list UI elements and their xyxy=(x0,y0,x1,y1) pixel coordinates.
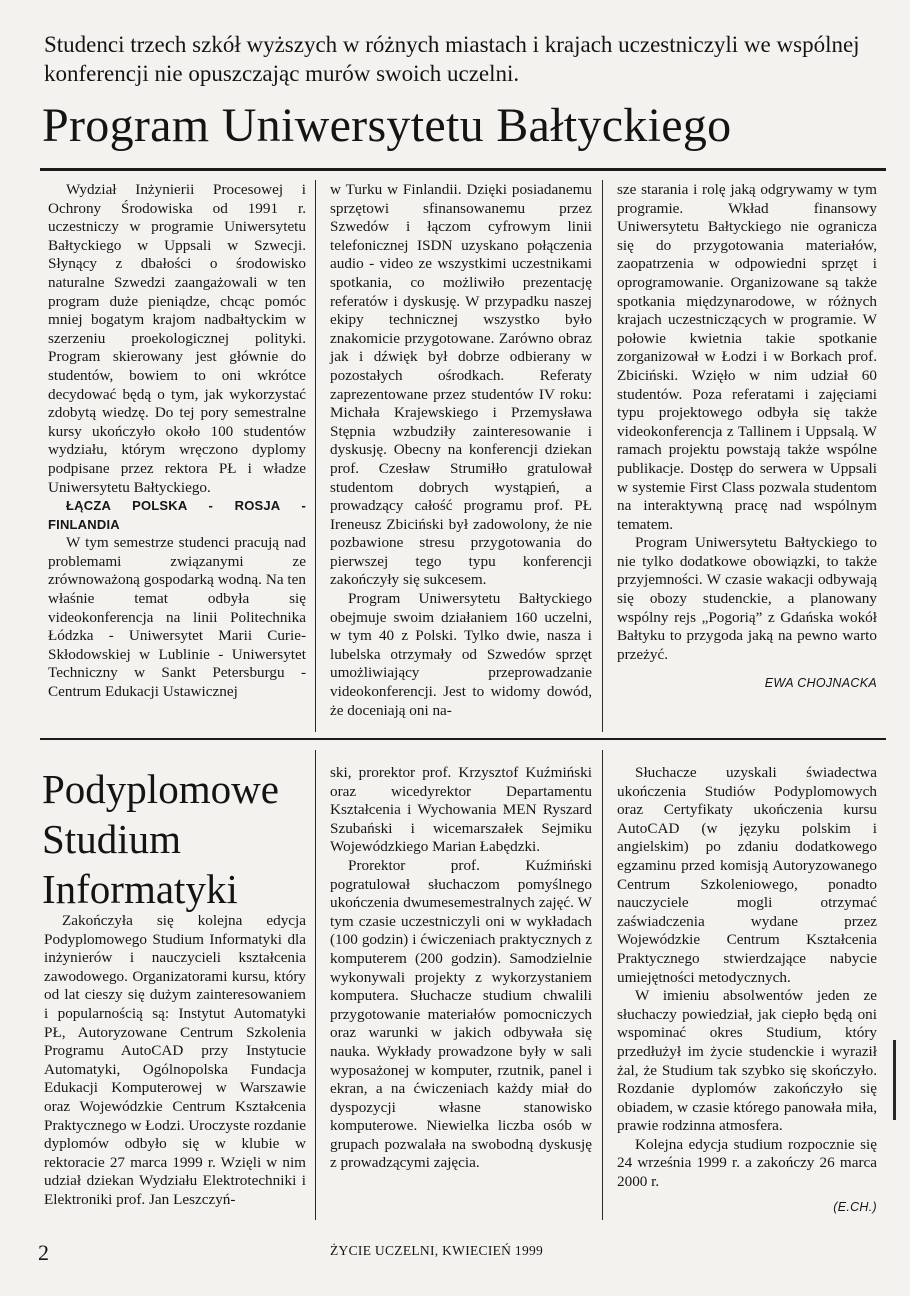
page-footer: ŻYCIE UCZELNI, KWIECIEŃ 1999 xyxy=(330,1243,544,1258)
article1-col3-paragraph-2: Program Uniwersytetu Bałtyckiego to nie tylko dodatkowe obowiązki, to także przyjemności. W czasie wakacji odbywają się obozy studenckie, a planowany wspólny rejs „Pogorią” z Gdańska wokół Bałtyku to przygoda jaką na pewno warto przeżyć. xyxy=(617,534,877,663)
article2-byline: (E.CH.) xyxy=(833,1199,877,1214)
binding-shadow xyxy=(893,1040,896,1120)
column-divider xyxy=(315,750,316,1220)
article2-col3-paragraph-3: Kolejna edycja studium rozpocznie się 24 września 1999 r. a zakończy 26 marca 2000 r. xyxy=(617,1135,877,1191)
article2-col2-paragraph: ski, prorektor prof. Krzysztof Kuźmiński oraz wicedyrektor Departamentu Kształcenia i Wychowania MEN Ryszard Szubański i wicemarszałek Sejmiku Wojewódzkiego Marian Łabędzki. xyxy=(330,764,592,856)
headline-rule xyxy=(40,168,886,171)
article1-col2-paragraph: w Turku w Finlandii. Dzięki posiadanemu sprzętowi sfinansowanemu przez Szwedów i łączom cyfrowym linii telefonicznej ISDN uzyskano połączenia audio - video ze wszystkimi uczestnikami spotkania, co możliwiło prezentację referatów i dyskusję. W przypadku naszej ekipy technicznej wszystko było znakomicie przygotowane. Zarówno obraz jak i dźwięk był dobrze odbierany w pozostałych ośrodkach. Referaty zaprezentowane przez studentów IV roku: Michała Krajewskiego i Przemysława Stępnia wzbudziły zainteresowanie i dyskusję. Obecny na konferencji dziekan prof. Czesław Strumiłło gratulował studentom dobrych wystąpień, a prowadzący całość programu prof. PŁ Ireneusz Zbiciński był zadowolony, że nie pozbawione stresu przygotowania do pierwszej tego typu konferencji zakończyły się sukcesem. xyxy=(330,181,592,589)
article1-col3-paragraph: sze starania i rolę jaką odgrywamy w tym programie. Wkład finansowy Uniwersytetu Bałtyckiego nie ogranicza się do przygotowania materiałów, zaopatrzenia w odpowiedni sprzęt i oprogramowanie. Organizowane są także spotkania międzynarodowe, w różnych krajach uczestniczących w programie. W połowie kwietnia takie spotkanie zorganizował w Łodzi i w Borkach prof. Zbiciński. Wzięło w nim udział 60 studentów. Poza referatami i zajęciami typu projektowego odbyła się także videokonferencja z Tallinem i Uppsalą. W ramach projektu powstają także wspólne publikacje. Dostęp do serwera w Uppsali w systemie First Class pozwala studentom na interaktywną pracę nad wspólnym tematem. xyxy=(617,181,877,533)
article2-col2-paragraph-2: Prorektor prof. Kuźmiński pogratulował słuchaczom pomyślnego ukończenia dwumesemestralnych zajęć. W tym czasie uczestniczyli oni w wykładach (100 godzin) i ćwiczeniach praktycznych z komputerem (200 godzin). Samodzielnie wykonywali projekty z wykorzystaniem komputera. Słuchacze studium chwalili przygotowanie materiałów pomocniczych oraz warunki w jakich odbywała się nauka. Wykłady prowadzone były w sali wyposażonej w komputer, rzutnik, panel i ekran, a na ćwiczeniach każdy miał do dyspozycji własne stanowisko komputerowe. Niewielka liczba osób w grupach pozwalała na swobodną dyskusję z prowadzącymi zajęcia. xyxy=(330,856,592,1172)
article2-col3-paragraph: Słuchacze uzyskali świadectwa ukończenia Studiów Podyplomowych oraz Certyfikaty ukończenia kursu AutoCAD (w języku polskim i angielskim) po zdaniu dodatkowego egzaminu przed komisją Autoryzowanego Centrum Szkoleniowego, ponadto nauczyciele mogli otrzymać zaświadczenia wydane przez Wojewódzkie Centrum Kształcenia Praktycznego stwierdzające nabycie umiejętności metodycznych. xyxy=(617,764,877,986)
column-divider xyxy=(602,180,603,732)
column-divider xyxy=(602,750,603,1220)
article1-col1-paragraph: Wydział Inżynierii Procesowej i Ochrony Środowiska od 1991 r. uczestniczy w programie Uniwersytetu Bałtyckiego w Uppsali w Szwecji. Słynący z dbałości o środowisko naturalne Szwedzi zaangażowali w ten program duże pieniądze, chcąc pomóc mniej bogatym krajom nadbałtyckim w szerzeniu proekologicznej polityki. Program skierowany jest głównie do studentów, bowiem to oni wkrótce decydować będą o tym, jak wykorzystać zdobytą wiedzę. Do tej pory semestralne kursy ukończyło około 100 studentów wydziału, którym wręczono dyplomy podpisane przez rektora PŁ i władze Uniwersytetu Bałtyckiego. xyxy=(48,181,306,496)
article1-headline: Program Uniwersytetu Bałtyckiego xyxy=(42,99,732,152)
column-divider xyxy=(315,180,316,732)
article1-column-3 xyxy=(617,181,877,693)
article2-col1-paragraph: Zakończyła się kolejna edycja Podyplomowego Studium Informatyki dla inżynierów i nauczycieli kształcenia zawodowego. Organizatorami kursu, który od lat cieszy się dużym zainteresowaniem i popularnością są: Instytut Automatyki PŁ, Autoryzowane Centrum Szkolenia Programu AutoCAD przy Instytucie Automatyki, Ogólnopolska Fundacja Edukacji Komputerowej w Warszawie oraz Wojewódzkie Centrum Kształcenia Praktycznego w Łodzi. Uroczyste rozdanie dyplomów odbyło się w klubie w rektoracie 27 marca 1999 r. Wzięli w nim udział dziekan Wydziału Elektrotechniki i Elektroniki prof. Jan Leszczyń- xyxy=(44,912,306,1208)
article-lead: Studenci trzech szkół wyższych w różnych miastach i krajach uczestniczyli we wspólnej konferencji nie opuszczając murów swoich uczelni. xyxy=(44,32,860,86)
article2-col3-paragraph-2: W imieniu absolwentów jeden ze słuchaczy powiedział, jak ciepło będą oni wspominać okres Studium, który przedłużył im życie studenckie i wyraził żal, że Studium tak szybko się skończyło. Rozdanie dyplomów zakończyło się obiadem, w czasie którego panowała miła, prawie rodzinna atmosfera. xyxy=(617,987,877,1135)
article1-column-1 xyxy=(48,181,306,702)
page-number: 2 xyxy=(38,1240,49,1265)
section-divider xyxy=(40,738,886,740)
article2-column-2 xyxy=(330,764,592,1173)
article2-headline: Podyplomowe Studium Informatyki xyxy=(42,766,279,912)
article2-column-1 xyxy=(44,912,306,1210)
article1-subheading: ŁĄCZA POLSKA - ROSJA - FINLANDIA xyxy=(48,498,306,532)
article2-column-3 xyxy=(617,764,877,1216)
article1-col2-paragraph-2: Program Uniwersytetu Bałtyckiego obejmuje swoim działaniem 160 uczelni, w tym 40 z Polski. Tylko dwie, nasza i lubelska otrzymały od Szwedów sprzęt umożliwiający przeprowadzanie videokonferencji. Jest to widomy dowód, że doceniają oni na- xyxy=(330,590,592,719)
article1-byline: EWA CHOJNACKA xyxy=(764,676,877,691)
article1-col1-paragraph-2: W tym semestrze studenci pracują nad problemami związanymi ze zrównoważoną gospodarką wodną. Na ten właśnie temat odbyła się videokonferencja na linii Politechnika Łódzka - Uniwersytet Marii Curie-Skłodowskiej w Lublinie - Uniwersytet Techniczny w Sankt Petersburgu - Centrum Edukacji Ustawicznej xyxy=(48,534,306,701)
article1-column-2 xyxy=(330,181,592,720)
